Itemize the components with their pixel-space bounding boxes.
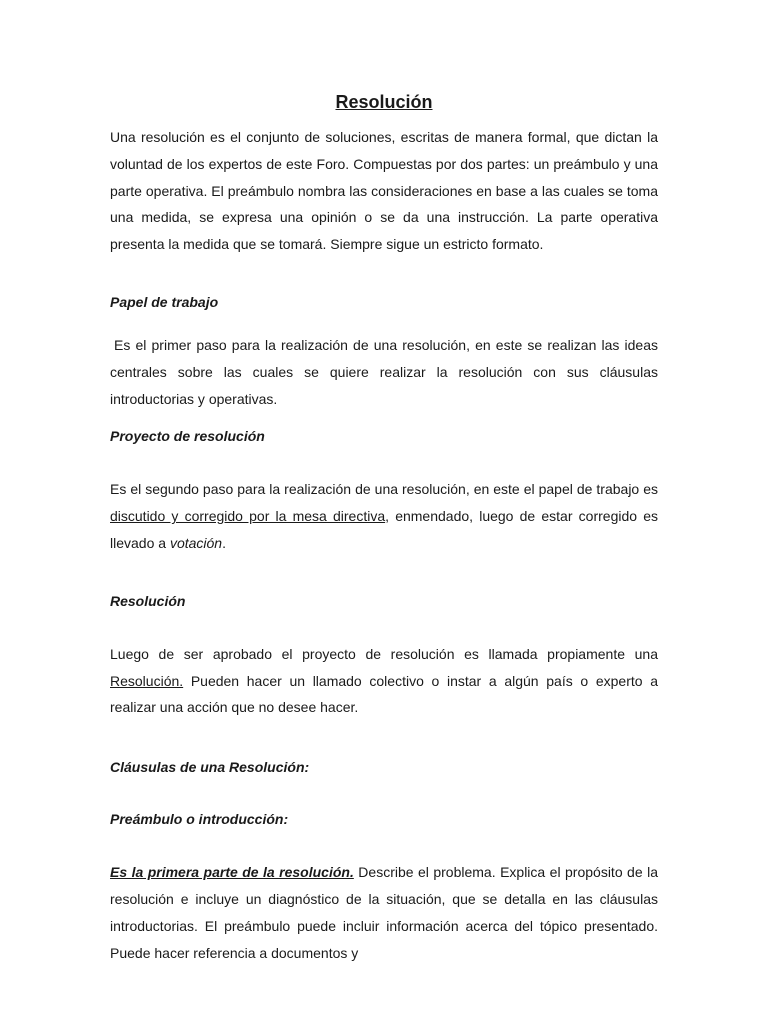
proyecto-italic-text: votación — [169, 534, 223, 551]
proyecto-underlined-text: discutido y corregido por la mesa directiva — [110, 508, 386, 525]
preambulo-paragraph — [110, 859, 658, 966]
resolucion-text-2: Pueden hacer un llamado colectivo o instar a algún país o experto a realizar una acción que no desee hacer. — [110, 672, 658, 716]
resolucion-underlined-text: Resolución. — [110, 672, 184, 689]
preambulo-emphasis-text: Es la primera parte de la resolución. — [110, 864, 354, 881]
heading-proyecto-de-resolucion: Proyecto de resolución — [110, 428, 265, 445]
page-title: Resolución — [335, 92, 433, 112]
preambulo-text: Describe el problema. Explica el propósito de la resolución e incluye un diagnóstico de la situación, que se detalla en las cláusulas introductorias. El preámbulo puede incluir información acerca del tópico presentado. Puede hacer referencia a documentos y — [110, 864, 658, 961]
heading-preambulo: Preámbulo o introducción: — [110, 811, 289, 828]
papel-paragraph: Es el primer paso para la realización de una resolución, en este se realizan las ideas centrales sobre las cuales se quiere realizar la resolución con sus cláusulas introductorias y operativas. — [110, 336, 658, 407]
intro-paragraph: Una resolución es el conjunto de soluciones, escritas de manera formal, que dictan la voluntad de los expertos de este Foro. Compuestas por dos partes: un preámbulo y una parte operativa. El preámbulo nombra las consideraciones en base a las cuales se toma una medida, se expresa una opinión o se da una instrucción. La parte operativa presenta la medida que se tomará. Siempre sigue un estricto formato. — [110, 129, 658, 253]
resolucion-paragraph — [110, 641, 658, 721]
heading-clausulas: Cláusulas de una Resolución: — [110, 759, 310, 776]
heading-papel-de-trabajo: Papel de trabajo — [110, 293, 219, 310]
resolucion-text-1: Luego de ser aprobado el proyecto de resolución es llamada propiamente una — [110, 645, 658, 662]
proyecto-paragraph — [110, 476, 658, 556]
proyecto-text-1: Es el segundo paso para la realización de una resolución, en este el papel de trabajo es — [110, 481, 658, 498]
heading-resolucion: Resolución — [110, 592, 186, 609]
proyecto-text-2: , enmendado, luego de estar corregido es llevado a — [110, 508, 658, 551]
proyecto-text-3: . — [222, 534, 226, 551]
document-page — [110, 90, 658, 966]
